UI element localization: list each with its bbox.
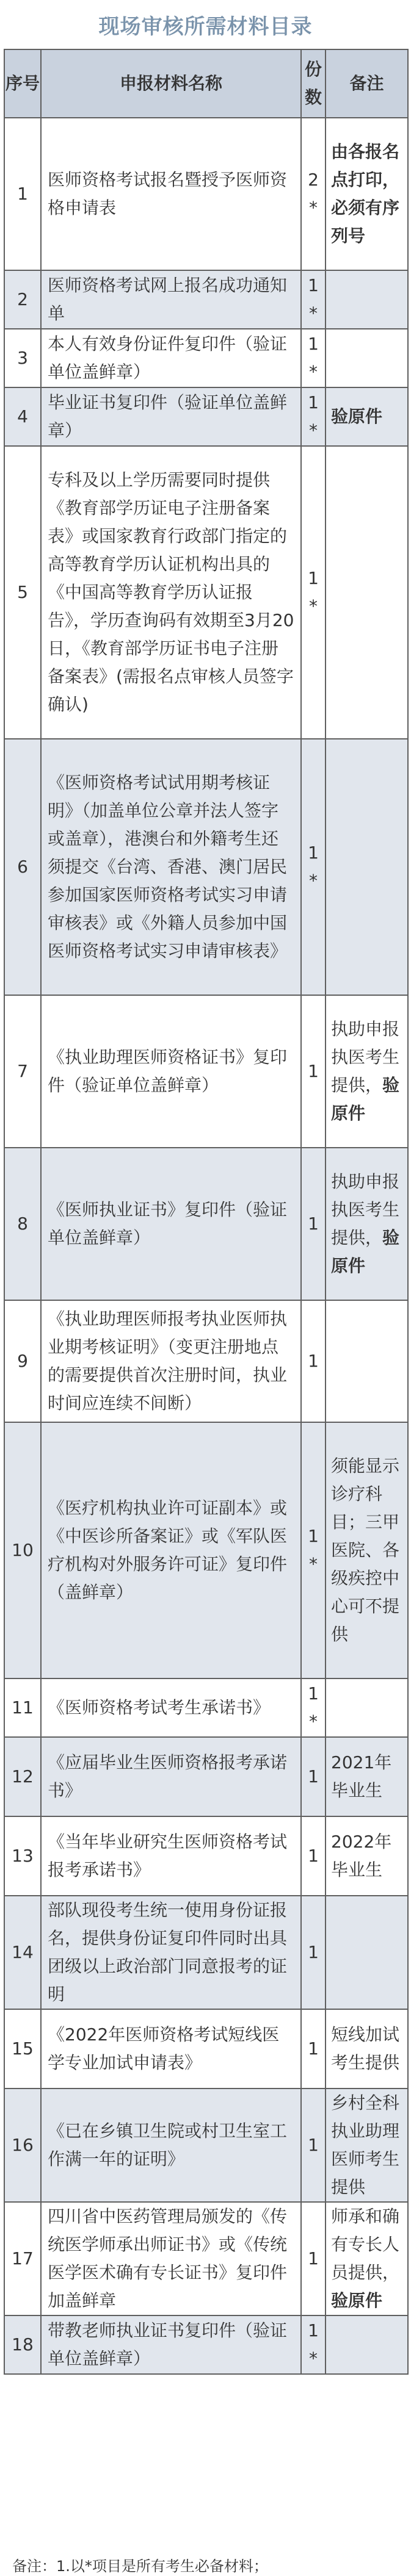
row-number: 14 <box>4 1896 41 2009</box>
header-note: 备注 <box>326 49 408 118</box>
footnote: 备注：1.以*项目是所有考生必备材料； <box>12 2558 268 2575</box>
required-star: * <box>309 198 318 218</box>
document-title <box>0 0 411 49</box>
note-cell: 由各报名点打印，必须有序列号 <box>326 118 408 270</box>
table-row <box>4 739 408 995</box>
material-name: 《2022年医师资格考试短线医学专业加试申请表》 <box>41 2009 301 2089</box>
verify-original-emphasis: 验原件 <box>331 2290 383 2311</box>
table-row <box>4 1422 408 1678</box>
verify-original-emphasis: 验原件 <box>331 1228 400 1276</box>
note-cell: 执助申报执医考生提供，验原件 <box>326 995 408 1148</box>
row-number: 4 <box>4 387 41 446</box>
copy-count: 1 <box>308 1214 319 1234</box>
row-number: 12 <box>4 1737 41 1816</box>
note-cell <box>326 2315 408 2374</box>
table-row <box>4 995 408 1148</box>
copy-count: 1 <box>308 1526 319 1546</box>
row-number: 16 <box>4 2089 41 2202</box>
required-star: * <box>309 2348 318 2369</box>
table-row <box>4 118 408 270</box>
table-row <box>4 1816 408 1896</box>
material-name: 《医师资格考试试用期考核证明》（加盖单位公章并法人签字或盖章），港澳台和外籍考生还须提交《台湾、香港、澳门居民参加国家医师资格考试实习申请审核表》或《外籍人员参加中国医师资格考试实习申请审核表》 <box>41 739 301 995</box>
note-cell <box>326 329 408 387</box>
header-count: 份数 <box>301 49 326 118</box>
copy-count-cell <box>301 118 326 270</box>
note-cell: 2021年毕业生 <box>326 1737 408 1816</box>
required-star: * <box>309 303 318 323</box>
row-number: 7 <box>4 995 41 1148</box>
table-row <box>4 2009 408 2089</box>
material-name: 部队现役考生统一使用身份证报名，提供身份证复印件同时出具团级以上政治部门同意报考的证明 <box>41 1896 301 2009</box>
note-cell <box>326 739 408 995</box>
required-star: * <box>309 1711 318 1732</box>
material-name: 《当年毕业研究生医师资格考试报考承诺书》 <box>41 1816 301 1896</box>
material-name: 《已在乡镇卫生院或村卫生室工作满一年的证明》 <box>41 2089 301 2202</box>
material-name: 《执业助理医师资格证书》复印件（验证单位盖鲜章） <box>41 995 301 1148</box>
required-star: * <box>309 871 318 891</box>
header-no: 序号 <box>4 49 41 118</box>
copy-count: 1 <box>308 2135 319 2155</box>
row-number: 9 <box>4 1300 41 1422</box>
material-name: 专科及以上学历需要同时提供《教育部学历证电子注册备案表》或国家教育行政部门指定的高等教育学历认证机构出具的《中国高等教育学历认证报告》，学历查询码有效期至3月20日，《教育部学历证书电子注册备案表》(需报名点审核人员签字确认) <box>41 446 301 739</box>
note-cell <box>326 446 408 739</box>
copy-count: 1 <box>308 2320 319 2340</box>
copy-count-cell <box>301 995 326 1148</box>
material-name: 《执业助理医师报考执业医师执业期考核证明》（变更注册地点的需要提供首次注册时间，执业时间应连续不间断） <box>41 1300 301 1422</box>
table-row <box>4 1896 408 2009</box>
row-number: 1 <box>4 118 41 270</box>
row-number: 8 <box>4 1148 41 1300</box>
material-name: 《应届毕业生医师资格报考承诺书》 <box>41 1737 301 1816</box>
material-name: 医师资格考试报名暨授予医师资格申请表 <box>41 118 301 270</box>
copy-count-cell <box>301 329 326 387</box>
copy-count-cell <box>301 2315 326 2374</box>
copy-count: 2 <box>308 170 319 190</box>
copy-count-cell <box>301 1422 326 1678</box>
row-number: 13 <box>4 1816 41 1896</box>
row-number: 3 <box>4 329 41 387</box>
note-cell: 2022年毕业生 <box>326 1816 408 1896</box>
note-cell: 验原件 <box>326 387 408 446</box>
copy-count-cell <box>301 270 326 329</box>
row-number: 18 <box>4 2315 41 2374</box>
materials-table <box>4 49 409 2375</box>
copy-count: 1 <box>308 1351 319 1371</box>
table-header-row <box>4 49 408 118</box>
title-text: 现场审核所需材料目录 <box>98 14 313 39</box>
copy-count: 1 <box>308 2248 319 2268</box>
verify-original-emphasis: 验原件 <box>331 1075 400 1123</box>
table-body <box>4 118 408 2374</box>
material-name: 带教老师执业证书复印件（验证单位盖鲜章） <box>41 2315 301 2374</box>
copy-count: 1 <box>308 275 319 295</box>
material-name: 医师资格考试网上报名成功通知单 <box>41 270 301 329</box>
table-row <box>4 2315 408 2374</box>
copy-count: 1 <box>308 843 319 863</box>
copy-count-cell <box>301 1300 326 1422</box>
table-row <box>4 2089 408 2202</box>
copy-count: 1 <box>308 334 319 354</box>
copy-count: 1 <box>308 1683 319 1704</box>
material-name: 本人有效身份证件复印件（验证单位盖鲜章） <box>41 329 301 387</box>
table-row <box>4 387 408 446</box>
row-number: 17 <box>4 2202 41 2315</box>
row-number: 10 <box>4 1422 41 1678</box>
note-cell <box>326 1896 408 2009</box>
table-row <box>4 446 408 739</box>
table-row <box>4 329 408 387</box>
table-row <box>4 270 408 329</box>
copy-count-cell <box>301 739 326 995</box>
copy-count-cell <box>301 387 326 446</box>
copy-count: 1 <box>308 568 319 588</box>
note-cell <box>326 270 408 329</box>
copy-count: 1 <box>308 1942 319 1962</box>
copy-count-cell <box>301 1816 326 1896</box>
copy-count-cell <box>301 446 326 739</box>
table-row <box>4 2202 408 2315</box>
required-star: * <box>309 1554 318 1574</box>
copy-count-cell <box>301 1737 326 1816</box>
note-cell: 执助申报执医考生提供，验原件 <box>326 1148 408 1300</box>
copy-count-cell <box>301 2089 326 2202</box>
copy-count: 1 <box>308 1846 319 1866</box>
required-star: * <box>309 362 318 382</box>
material-name: 《医疗机构执业许可证副本》或《中医诊所备案证》或《军队医疗机构对外服务许可证》复印件（盖鲜章） <box>41 1422 301 1678</box>
row-number: 15 <box>4 2009 41 2089</box>
copy-count-cell <box>301 2202 326 2315</box>
note-cell: 须能显示诊疗科目；三甲医院、各级疾控中心可不提供 <box>326 1422 408 1678</box>
copy-count: 1 <box>308 1061 319 1081</box>
row-number: 6 <box>4 739 41 995</box>
copy-count-cell <box>301 1896 326 2009</box>
row-number: 11 <box>4 1678 41 1737</box>
material-name: 《医师资格考试考生承诺书》 <box>41 1678 301 1737</box>
row-number: 2 <box>4 270 41 329</box>
note-cell <box>326 1300 408 1422</box>
copy-count: 1 <box>308 1766 319 1786</box>
note-cell: 短线加试考生提供 <box>326 2009 408 2089</box>
note-cell <box>326 1678 408 1737</box>
table-row <box>4 1737 408 1816</box>
table-row <box>4 1300 408 1422</box>
copy-count: 1 <box>308 392 319 412</box>
row-number: 5 <box>4 446 41 739</box>
copy-count-cell <box>301 1148 326 1300</box>
table-row <box>4 1678 408 1737</box>
copy-count-cell <box>301 2009 326 2089</box>
material-name: 四川省中医药管理局颁发的《传统医学师承出师证书》或《传统医学医术确有专长证书》复印件加盖鲜章 <box>41 2202 301 2315</box>
note-cell: 师承和确有专长人员提供，验原件 <box>326 2202 408 2315</box>
table-row <box>4 1148 408 1300</box>
copy-count: 1 <box>308 2038 319 2059</box>
copy-count-cell <box>301 1678 326 1737</box>
header-name: 申报材料名称 <box>41 49 301 118</box>
material-name: 毕业证书复印件（验证单位盖鲜章） <box>41 387 301 446</box>
required-star: * <box>309 596 318 616</box>
material-name: 《医师执业证书》复印件（验证单位盖鲜章） <box>41 1148 301 1300</box>
note-cell: 乡村全科执业助理医师考生提供 <box>326 2089 408 2202</box>
required-star: * <box>309 420 318 441</box>
